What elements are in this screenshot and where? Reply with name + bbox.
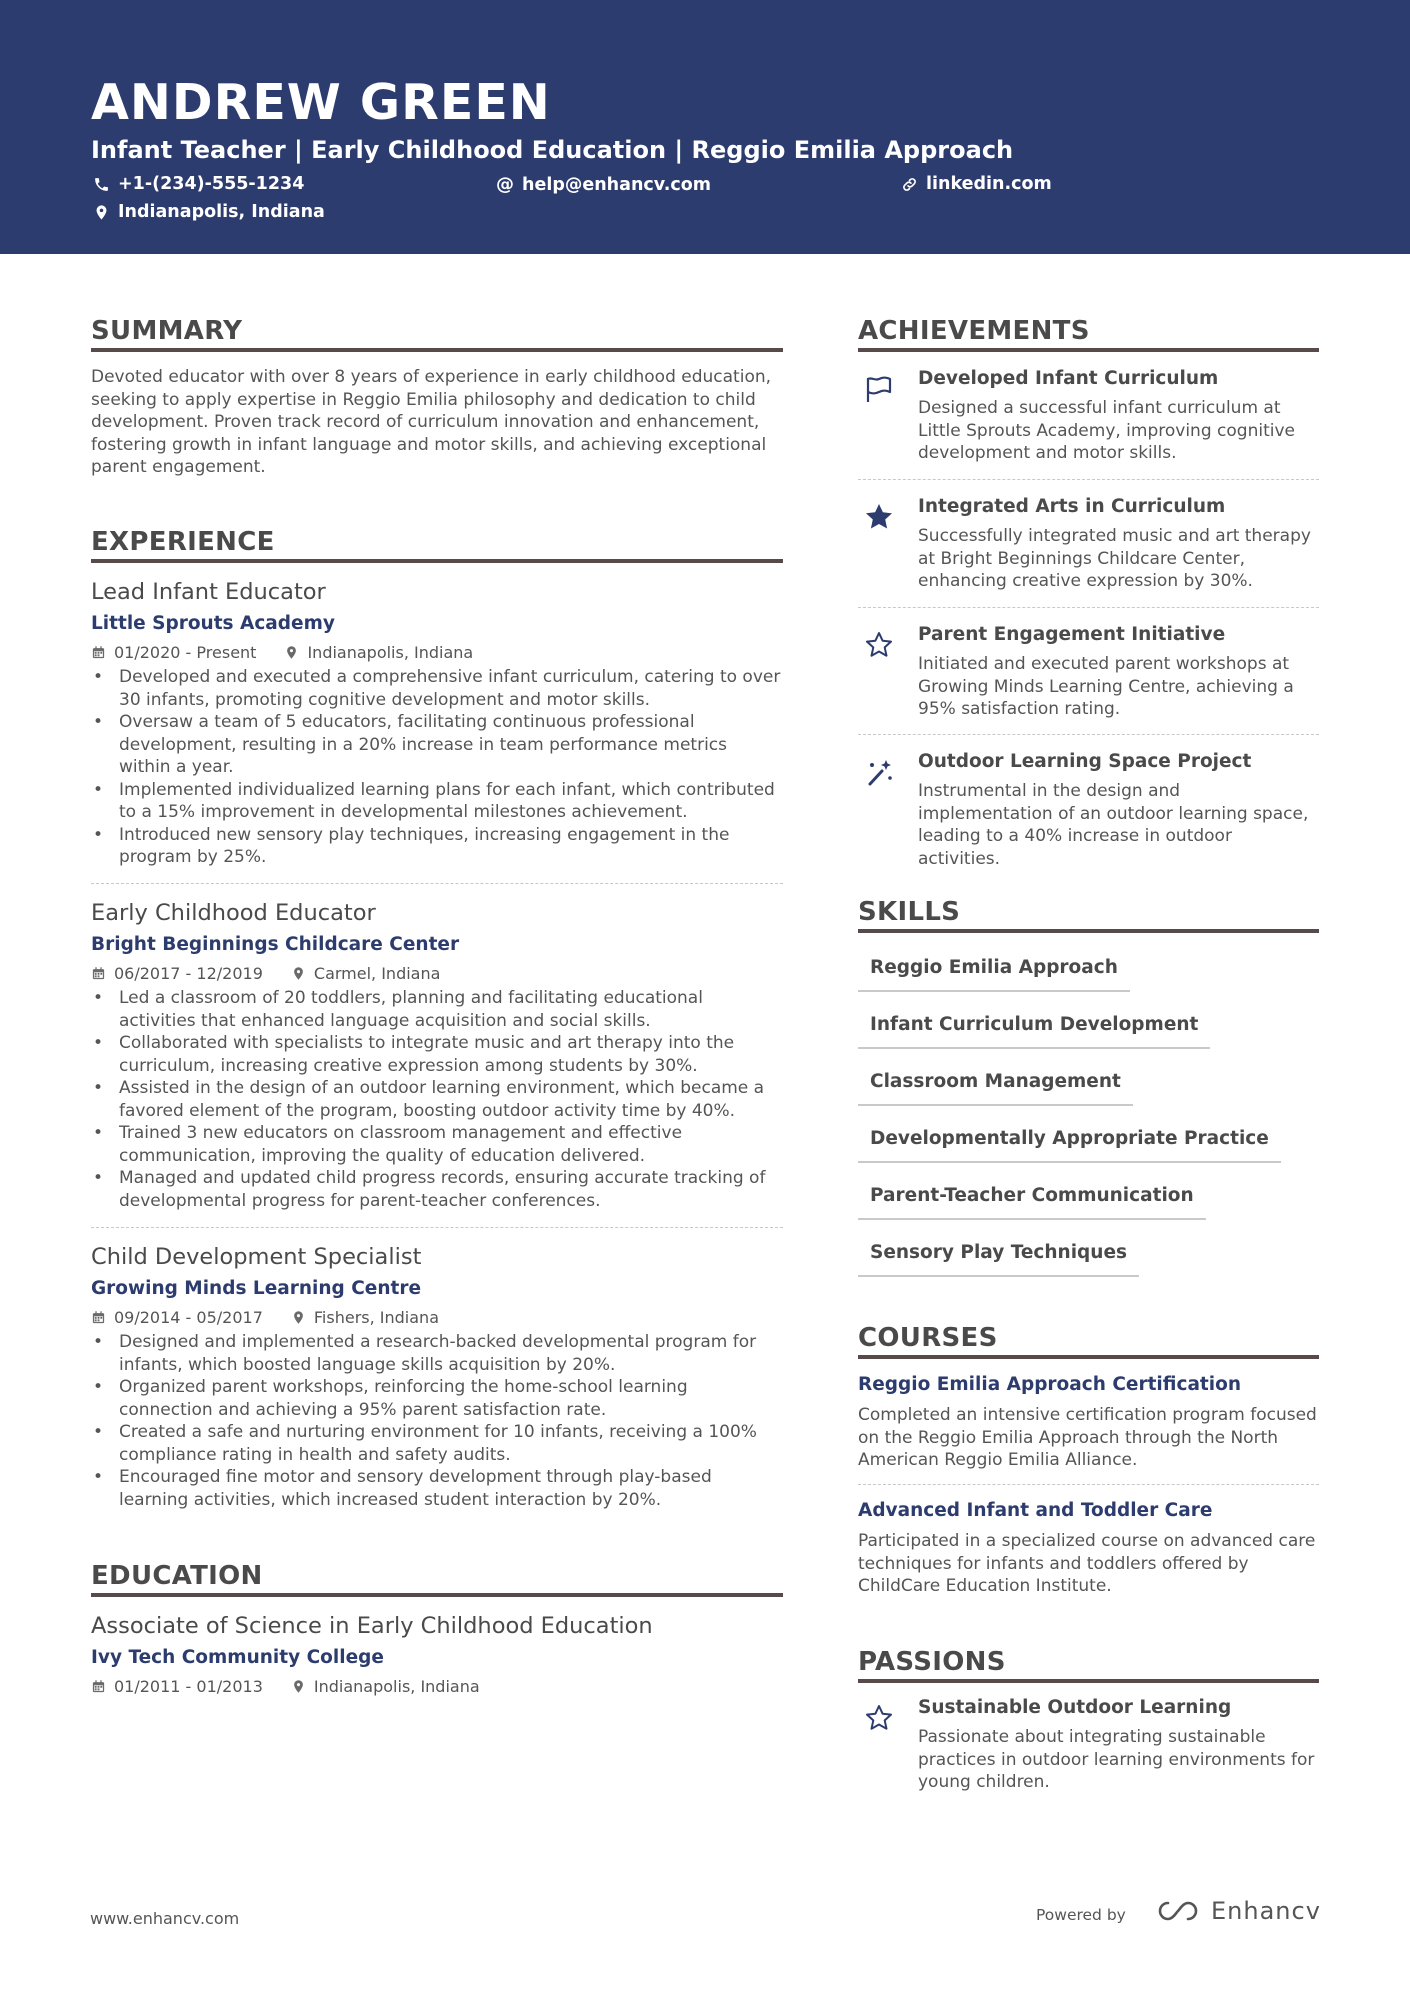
achievements-heading: ACHIEVEMENTS [858, 316, 1090, 346]
job-bullets [91, 666, 783, 869]
education-location: Indianapolis, Indiana [313, 1676, 480, 1696]
job-bullet: • Created a safe and nurturing environment for 10 infants, receiving a 100% compliance rating in health and safety audits. [91, 1421, 783, 1466]
divider [858, 734, 1319, 735]
skill-tag: Sensory Play Techniques [858, 1235, 1139, 1277]
experience-heading: EXPERIENCE [91, 527, 275, 557]
email-contact[interactable] [496, 174, 711, 195]
degree-title: Associate of Science in Early Childhood Education [91, 1613, 653, 1639]
location-pin-icon [93, 204, 110, 221]
phone-icon [93, 176, 110, 193]
job-location: Carmel, Indiana [313, 963, 441, 983]
flag-icon [864, 374, 894, 404]
location-contact [93, 202, 325, 222]
job-bullet: • Oversaw a team of 5 educators, facilitating continuous professional development, resulting in a 20% increase in team performance metrics within a year. [91, 711, 783, 779]
job-dates: 09/2014 - 05/2017 [114, 1307, 263, 1327]
job-company: Little Sprouts Academy [91, 613, 335, 634]
candidate-name: ANDREW GREEN [91, 74, 551, 131]
job-title: Child Development Specialist [91, 1244, 422, 1270]
star-outline-icon [864, 630, 894, 660]
job-location: Indianapolis, Indiana [307, 642, 474, 662]
passions-heading: PASSIONS [858, 1647, 1006, 1677]
job-bullet: • Implemented individualized learning plans for each infant, which contributed to a 15% improvement in developmental milestones achievement. [91, 779, 783, 824]
location-pin-icon [291, 966, 306, 981]
education-entry [91, 1609, 783, 1699]
location-pin-icon [291, 1310, 306, 1325]
wand-icon [864, 757, 894, 787]
job-bullet: • Organized parent workshops, reinforcing the home-school learning connection and achieving a 95% parent satisfaction rate. [91, 1376, 783, 1421]
enhancv-logo-icon [1155, 1898, 1201, 1924]
skills-heading: SKILLS [858, 897, 961, 927]
achievement-desc: Initiated and executed parent workshops at Growing Minds Learning Centre, achieving a 95% satisfaction rating. [918, 654, 1294, 719]
job-bullet: • Encouraged fine motor and sensory development through play-based learning activities, which increased student interaction by 20%. [91, 1466, 783, 1511]
achievement-title: Integrated Arts in Curriculum [918, 496, 1226, 517]
courses-heading: COURSES [858, 1323, 998, 1353]
achievement-title: Parent Engagement Initiative [918, 624, 1226, 645]
brand-logo[interactable] [1155, 1897, 1321, 1925]
divider [91, 883, 783, 884]
job-entry [91, 575, 783, 869]
job-dates: 01/2020 - Present [114, 642, 257, 662]
location-pin-icon [291, 1679, 306, 1694]
brand-name: Enhancv [1211, 1897, 1321, 1925]
calendar-icon [91, 1310, 106, 1325]
job-title: Lead Infant Educator [91, 579, 326, 605]
powered-by-label: Powered by [1036, 1906, 1126, 1924]
divider [91, 1227, 783, 1228]
achievement-desc: Designed a successful infant curriculum at Little Sprouts Academy, improving cognitive development and motor skills. [918, 398, 1295, 463]
education-dates: 01/2011 - 01/2013 [114, 1676, 263, 1696]
job-bullet: • Managed and updated child progress records, ensuring accurate tracking of developmental progress for parent-teacher conferences. [91, 1167, 783, 1212]
job-company: Bright Beginnings Childcare Center [91, 934, 460, 955]
school-name: Ivy Tech Community College [91, 1647, 384, 1668]
job-bullet: • Assisted in the design of an outdoor learning environment, which became a favored element of the program, boosting outdoor activity time by 40%. [91, 1077, 783, 1122]
link-icon [901, 176, 918, 193]
phone-contact[interactable] [93, 174, 304, 194]
courses-rule [858, 1355, 1319, 1359]
job-entry [91, 896, 783, 1212]
education-heading: EDUCATION [91, 1561, 263, 1591]
calendar-icon [91, 966, 106, 981]
job-bullet: • Designed and implemented a research-backed developmental program for infants, which boosted language skills acquisition by 20%. [91, 1331, 783, 1376]
location-pin-icon [284, 645, 299, 660]
course-desc: Completed an intensive certification program focused on the Reggio Emilia Approach through the North American Reggio Emilia Alliance. [858, 1405, 1317, 1470]
summary-rule [91, 348, 783, 352]
job-meta [91, 639, 783, 665]
course-desc: Participated in a specialized course on advanced care techniques for infants and toddlers offered by ChildCare Education Institute. [858, 1531, 1316, 1596]
job-company: Growing Minds Learning Centre [91, 1278, 422, 1299]
linkedin-text: linkedin.com [926, 174, 1052, 194]
star-filled-icon [864, 502, 894, 532]
phone-text: +1-(234)-555-1234 [118, 174, 305, 194]
job-bullets [91, 987, 783, 1212]
passion-title: Sustainable Outdoor Learning [918, 1697, 1232, 1718]
achievements-rule [858, 348, 1319, 352]
summary-heading: SUMMARY [91, 316, 243, 346]
divider [858, 1484, 1319, 1485]
candidate-title: Infant Teacher | Early Childhood Education | Reggio Emilia Approach [91, 136, 1014, 164]
email-text: help@enhancv.com [522, 174, 712, 195]
job-bullet: • Developed and executed a comprehensive infant curriculum, catering to over 30 infants, promoting cognitive development and motor skills. [91, 666, 783, 711]
job-meta [91, 1304, 783, 1330]
divider [858, 607, 1319, 608]
job-bullet: • Introduced new sensory play techniques, increasing engagement in the program by 25%. [91, 824, 783, 869]
resume-header [0, 0, 1410, 254]
job-bullet: • Trained 3 new educators on classroom management and effective communication, improving the quality of education delivered. [91, 1122, 783, 1167]
education-meta [91, 1673, 783, 1699]
footer-url[interactable]: www.enhancv.com [90, 1909, 240, 1928]
job-location: Fishers, Indiana [313, 1307, 439, 1327]
job-title: Early Childhood Educator [91, 900, 376, 926]
job-dates: 06/2017 - 12/2019 [114, 963, 263, 983]
skill-tag: Developmentally Appropriate Practice [858, 1121, 1281, 1163]
job-bullet: • Led a classroom of 20 toddlers, planning and facilitating educational activities that enhanced language acquisition and social skills. [91, 987, 783, 1032]
achievement-title: Developed Infant Curriculum [918, 368, 1219, 389]
education-rule [91, 1593, 783, 1597]
achievement-desc: Instrumental in the design and implementation of an outdoor learning space, leading to a 40% increase in outdoor activities. [918, 781, 1309, 869]
experience-rule [91, 559, 783, 563]
passions-rule [858, 1679, 1319, 1683]
skill-tag: Infant Curriculum Development [858, 1007, 1210, 1049]
skill-tag: Classroom Management [858, 1064, 1133, 1106]
achievement-desc: Successfully integrated music and art therapy at Bright Beginnings Childcare Center, enhancing creative expression by 30%. [918, 526, 1311, 591]
skill-tag: Reggio Emilia Approach [858, 950, 1130, 992]
calendar-icon [91, 1679, 106, 1694]
job-entry [91, 1240, 783, 1511]
divider [858, 479, 1319, 480]
star-outline-icon [864, 1703, 894, 1733]
skills-rule [858, 929, 1319, 933]
location-text: Indianapolis, Indiana [118, 202, 325, 222]
skill-tag: Parent-Teacher Communication [858, 1178, 1206, 1220]
course-title: Reggio Emilia Approach Certification [858, 1374, 1241, 1395]
at-icon: @ [496, 174, 514, 195]
job-bullets [91, 1331, 783, 1511]
summary-text: Devoted educator with over 8 years of experience in early childhood education, seeking to apply expertise in Reggio Emilia philosophy and dedication to child development. Proven track record of curriculum innovation and enhancement, fostering growth in infant language and motor skills, and achieving exceptional parent engagement. [91, 367, 772, 477]
linkedin-contact[interactable] [901, 174, 1052, 194]
course-title: Advanced Infant and Toddler Care [858, 1500, 1213, 1521]
achievement-title: Outdoor Learning Space Project [918, 751, 1252, 772]
job-meta [91, 960, 783, 986]
calendar-icon [91, 645, 106, 660]
passion-desc: Passionate about integrating sustainable practices in outdoor learning environments for young children. [918, 1727, 1315, 1792]
job-bullet: • Collaborated with specialists to integrate music and art therapy into the curriculum, increasing creative expression among students by 30%. [91, 1032, 783, 1077]
